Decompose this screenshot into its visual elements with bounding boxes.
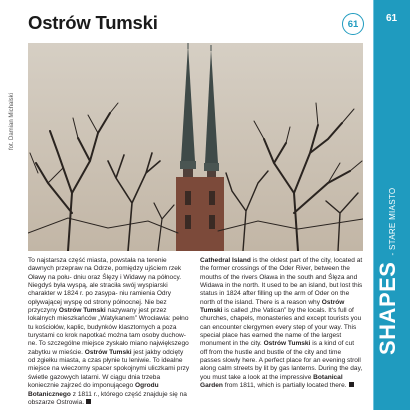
page-number-badge: 61 [342, 13, 364, 35]
en-bold-cathedral-island: Cathedral Island [200, 257, 251, 264]
photo-credit: fot. Damian Michalski [9, 92, 15, 150]
pl-text-3: jest jakby odcięty od zgiełku miasta, a czas płynie tu leniwie. To idealne miejsce na wieczorny spacer spokojnymi uliczkami przy świetle gazowych latarni. W ciągu dnia trzeba koniecznie zajrzeć do imponującego [28, 348, 190, 390]
cathedral-tower [176, 177, 224, 251]
end-of-article-mark-en [349, 382, 354, 387]
cathedral-photo [28, 43, 363, 251]
section-side-tab [373, 0, 410, 410]
tab-page-number: 61 [385, 13, 398, 24]
en-text-3: is a kind of cut off from the hustle and bustle of the city and time passes slowly here. A perfect place for an evening stroll along calm streets by lit by gas lanterns. During the day, you must take a look at the impressive [200, 340, 363, 381]
en-bold-botanical-garden: Botanical Garden [200, 373, 343, 390]
pl-text-1: To najstarsza część miasta, powstała na terenie dawnych przepraw na Odrze, pomiędzy ujściem rzek Oławy na połu- dniu oraz Ślęzy i Widawy na północy. Niegdyś była wyspą, ale straciła swój wyspiarski charakter w 1824 r. po zasypa- niu ramienia Odry opływającej wyspę od strony północnej. Nie bez przyczyny [28, 257, 182, 315]
pl-bold-ostrow-1: Ostrów Tumski [58, 307, 106, 315]
tab-section-label [375, 187, 405, 355]
polish-text-column [28, 257, 191, 407]
cathedral-photo-drawing [28, 43, 363, 251]
tab-subsection: - STARE MIASTO [388, 187, 397, 256]
pl-bold-ogrod: Ogrodu Botanicznego [28, 382, 159, 398]
page-title: Ostrów Tumski [28, 12, 158, 33]
en-bold-ostrow-1: Ostrów Tumski [200, 298, 345, 315]
en-text-4: from 1811, which is partially located there. [222, 382, 347, 390]
tab-section-word: SHAPES [375, 261, 400, 355]
pl-text-4: z 1811 r., którego część znajduje się na obszarze Ostrowia. [28, 390, 187, 406]
tab-divider [373, 0, 374, 410]
end-of-article-mark [86, 399, 91, 404]
pl-bold-ostrow-2: Ostrów Tumski [84, 348, 132, 356]
english-text-column [200, 257, 363, 391]
en-bold-ostrow-2: Ostrów Tumski [263, 340, 311, 348]
pl-text-2: nazywany jest przez lokalnych mieszkańców „Watykanem” Wrocławia: pełno tu kościołów, kaplic, budynków klasztornych a poza turystami co krok napotkać można tam osoby duchow- ne. To szczególne miejsce zyskało miano największego zabytku w mieście. [28, 307, 189, 356]
en-text-2: is called „the Vatican” by the locals. It's full of churches, chapels, monasteries and except tourists you can encounter clergymen every step of your way. This special place has earned the name of the largest monument in the city. [200, 307, 362, 348]
en-text-1: is the oldest part of the city, located at the former crossings of the Oder River, between the mouths of the rivers Oława in the south and Ślęza and Widawa in the north. It used to be an island, but lost this status in 1824 after filling up the arm of Oder on the north of the island. There is a reason why [200, 257, 363, 306]
